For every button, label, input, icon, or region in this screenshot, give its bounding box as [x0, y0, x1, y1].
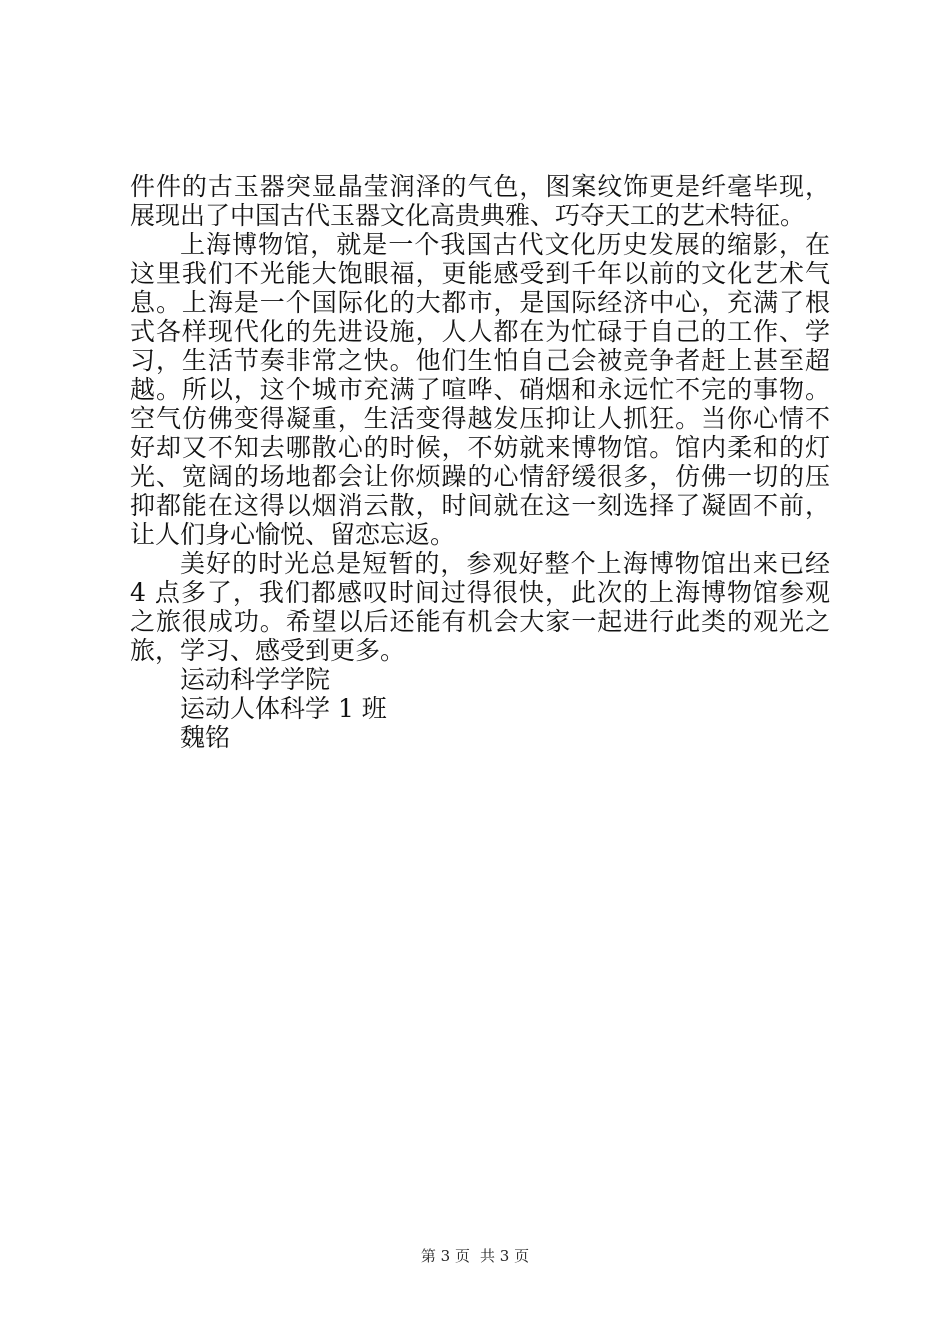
- paragraph-line: 习，生活节奏非常之快。他们生怕自己会被竞争者赶上甚至超: [130, 346, 830, 375]
- paragraph-line: 这里我们不光能大饱眼福，更能感受到千年以前的文化艺术气: [130, 259, 830, 288]
- document-body: [130, 172, 830, 752]
- paragraph-line: 件件的古玉器突显晶莹润泽的气色，图案纹饰更是纤毫毕现，: [130, 172, 830, 201]
- signature-college: 运动科学学院: [180, 665, 331, 694]
- paragraph-line: 空气仿佛变得凝重，生活变得越发压抑让人抓狂。当你心情不: [130, 404, 830, 433]
- paragraph-line: 光、宽阔的场地都会让你烦躁的心情舒缓很多，仿佛一切的压: [130, 462, 830, 491]
- page-total: 共 3 页: [480, 1247, 530, 1265]
- paragraph-line: 好却又不知去哪散心的时候，不妨就来博物馆。馆内柔和的灯: [130, 433, 830, 462]
- paragraph-line: 让人们身心愉悦、留恋忘返。: [130, 520, 456, 549]
- paragraph: [130, 230, 830, 549]
- paragraph-line: 息。上海是一个国际化的大都市，是国际经济中心，充满了根: [130, 288, 830, 317]
- paragraph-line: 上海博物馆，就是一个我国古代文化历史发展的缩影，在: [180, 230, 830, 259]
- paragraph-line: 4 点多了，我们都感叹时间过得很快，此次的上海博物馆参观: [130, 578, 830, 607]
- signature-class: 运动人体科学 1 班: [180, 694, 387, 723]
- page-footer: [0, 1246, 950, 1266]
- page-number: 第 3 页: [420, 1247, 470, 1265]
- signature-author: 魏铭: [180, 723, 231, 752]
- paragraph-line: 之旅很成功。希望以后还能有机会大家一起进行此类的观光之: [130, 607, 830, 636]
- paragraph-line: 美好的时光总是短暂的，参观好整个上海博物馆出来已经: [180, 549, 830, 578]
- paragraph-line: 展现出了中国古代玉器文化高贵典雅、巧夺天工的艺术特征。: [130, 201, 806, 230]
- paragraph-line: 抑都能在这得以烟消云散，时间就在这一刻选择了凝固不前，: [130, 491, 830, 520]
- paragraph-line: 越。所以，这个城市充满了喧哗、硝烟和永远忙不完的事物。: [130, 375, 830, 404]
- paragraph: [130, 172, 830, 230]
- paragraph-line: 旅，学习、感受到更多。: [130, 636, 406, 665]
- paragraph-line: 式各样现代化的先进设施，人人都在为忙碌于自己的工作、学: [130, 317, 830, 346]
- paragraph: [130, 549, 830, 665]
